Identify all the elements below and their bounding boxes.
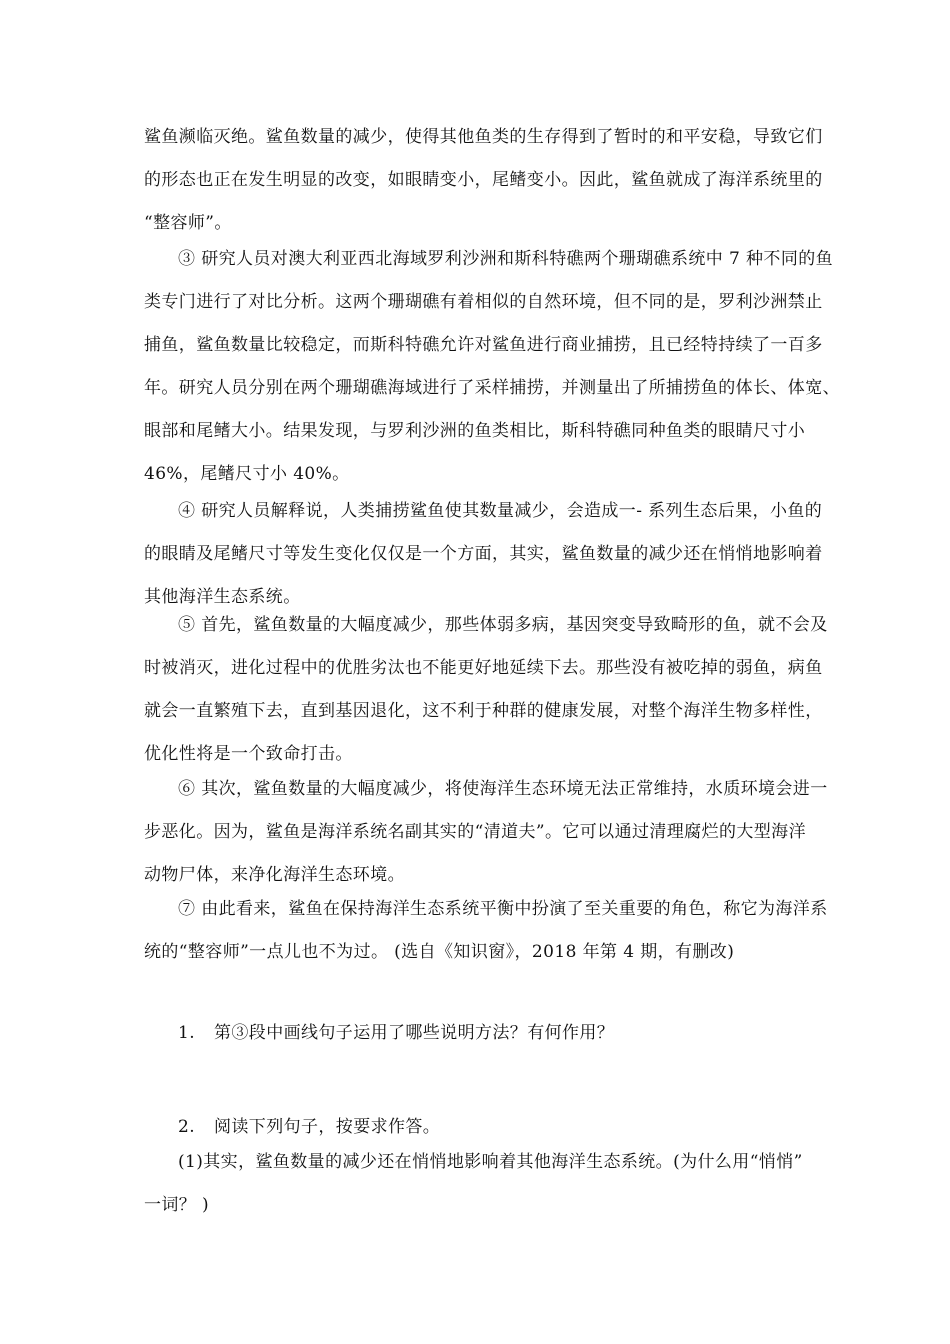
paragraph-continued [144, 116, 823, 245]
text-line: 捕鱼，鲨鱼数量比较稳定，而斯科特礁允许对鲨鱼进行商业捕捞，且已经特持续了一百多 [144, 335, 823, 355]
text-line: 步恶化。因为，鲨鱼是海洋系统名副其实的“清道夫”。它可以通过清理腐烂的大型海洋 [144, 822, 806, 842]
text-line: 优化性将是一个致命打击。 [144, 744, 353, 764]
text-line: 就会一直繁殖下去，直到基因退化，这不利于种群的健康发展，对整个海洋生物多样性， [144, 701, 823, 721]
text-line: 眼部和尾鳍大小。结果发现，与罗利沙洲的鱼类相比，斯科特礁同种鱼类的眼睛尺寸小 [144, 421, 806, 441]
text-line: 鲨鱼濒临灭绝。鲨鱼数量的减少，使得其他鱼类的生存得到了暂时的和平安稳，导致它们 [144, 127, 823, 147]
text-line: 年。研究人员分别在两个珊瑚礁海域进行了采样捕捞，并测量出了所捕捞鱼的体长、体宽、 [144, 378, 840, 398]
paragraph-3 [144, 238, 840, 496]
text-line: 其他海洋生态系统。 [144, 587, 301, 607]
text-line: 的形态也正在发生明显的改变，如眼睛变小，尾鳍变小。因此，鲨鱼就成了海洋系统里的 [144, 170, 823, 190]
text-line: 的眼睛及尾鳍尺寸等发生变化仅仅是一个方面，其实，鲨鱼数量的减少还在悄悄地影响着 [144, 544, 823, 564]
paragraph-4 [144, 490, 823, 619]
text-line: ④ 研究人员解释说，人类捕捞鲨鱼使其数量减少，会造成一- 系列生态后果，小鱼的 [178, 501, 823, 521]
text-line: 动物尸体，来净化海洋生态环境。 [144, 865, 405, 885]
question-text: 阅读下列句子，按要求作答。 [214, 1117, 441, 1137]
paragraph-6 [144, 768, 828, 897]
text-line: 46%，尾鳍尺寸小 40%。 [144, 464, 350, 484]
paragraph-5 [144, 604, 828, 776]
text-line: “整容师”。 [144, 213, 232, 233]
question-1 [178, 1012, 614, 1055]
text-line: ③ 研究人员对澳大利亚西北海域罗利沙洲和斯科特礁两个珊瑚礁系统中 7 种不同的鱼 [178, 249, 834, 269]
text-line: 统的“整容师”一点儿也不为过。 (选自《知识窗》，2018 年第 4 期，有删改) [144, 942, 735, 962]
text-line: ⑥ 其次，鲨鱼数量的大幅度减少，将使海洋生态环境无法正常维持，水质环境会进一 [178, 779, 828, 799]
question-2-subitem-1 [144, 1141, 814, 1227]
text-line: ⑤ 首先，鲨鱼数量的大幅度减少，那些体弱多病，基因突变导致畸形的鱼，就不会及 [178, 615, 828, 635]
question-text: 第③段中画线句子运用了哪些说明方法？有何作用？ [214, 1023, 615, 1043]
paragraph-7 [144, 888, 828, 974]
question-number: 2. [178, 1117, 196, 1137]
text-line: 时被消灭，进化过程中的优胜劣汰也不能更好地延续下去。那些没有被吃掉的弱鱼，病鱼 [144, 658, 823, 678]
text-line: (1)其实，鲨鱼数量的减少还在悄悄地影响着其他海洋生态系统。(为什么用“悄悄” [178, 1152, 803, 1172]
text-line: ⑦ 由此看来，鲨鱼在保持海洋生态系统平衡中扮演了至关重要的角色，称它为海洋系 [178, 899, 828, 919]
question-number: 1. [178, 1023, 196, 1043]
text-line: 类专门进行了对比分析。这两个珊瑚礁有着相似的自然环境，但不同的是，罗利沙洲禁止 [144, 292, 823, 312]
text-line: 一词？ ) [144, 1195, 210, 1215]
